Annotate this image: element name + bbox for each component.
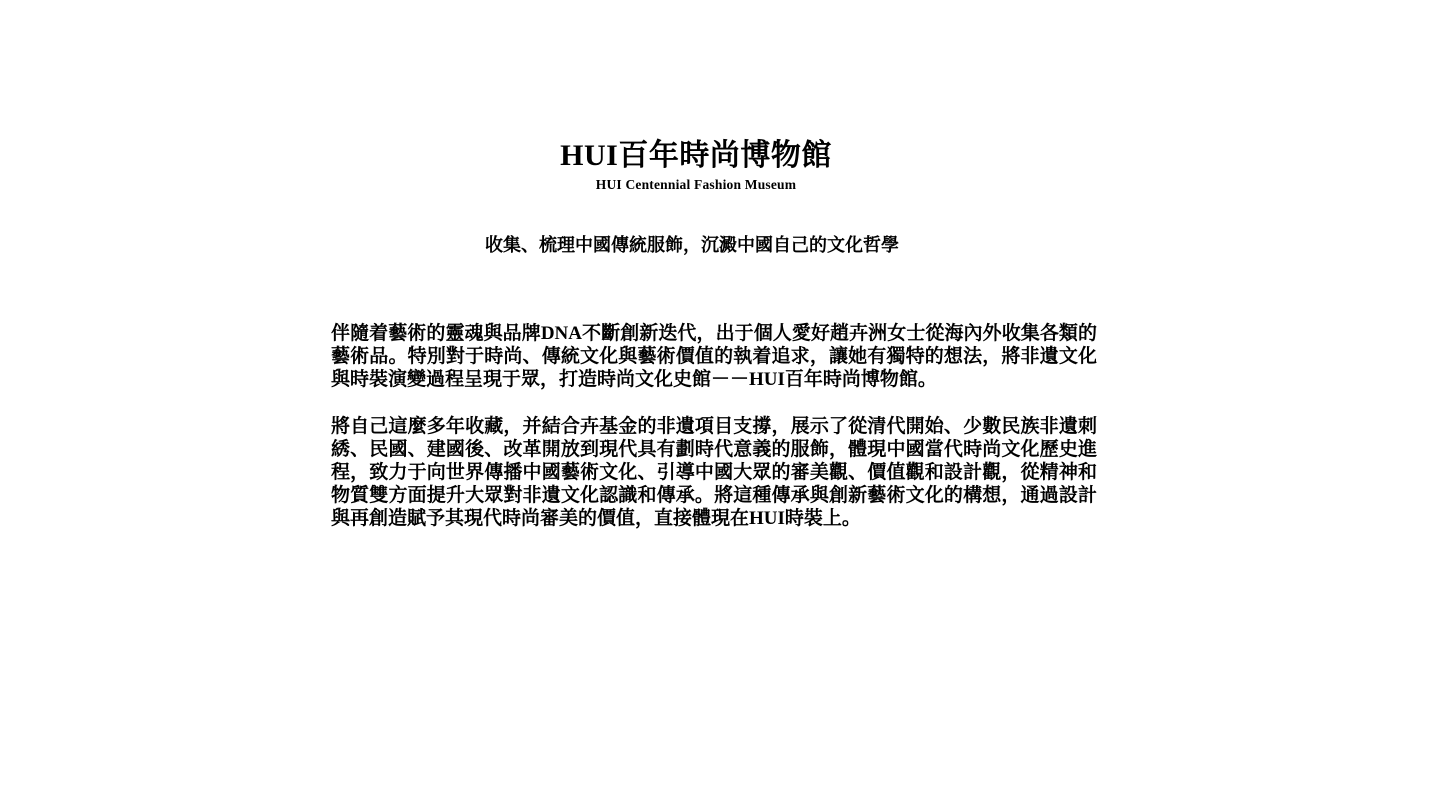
intro-paragraph-1: 伴隨着藝術的靈魂與品牌DNA不斷創新迭代，出于個人愛好趙卉洲女士從海內外收集各類的藝術品。特別對于時尚、傳統文化與藝術價值的執着追求，讓她有獨特的想法，將非遺文化與時裝演變過程呈現于眾，打造時尚文化史館－－HUI百年時尚博物館。	[331, 323, 1097, 390]
intro-paragraph-2: 將自己這麼多年收藏，并結合卉基金的非遺項目支撐，展示了從清代開始、少數民族非遺刺綉、民國、建國後、改革開放到現代具有劃時代意義的服飾，體現中國當代時尚文化歷史進程，致力于向世界傳播中國藝術文化、引導中國大眾的審美觀、價值觀和設計觀，從精神和物質雙方面提升大眾對非遺文化認識和傳承。將這種傳承與創新藝術文化的構想，通過設計與再創造賦予其現代時尚審美的價值，直接體現在HUI時裝上。	[331, 416, 1097, 529]
page-header	[331, 141, 1097, 192]
page-subtitle: HUI Centennial Fashion Museum	[595, 177, 797, 192]
page-title: HUI百年時尚博物館	[560, 139, 832, 172]
intro-text-section	[331, 322, 1097, 530]
tagline: 收集、梳理中國傳統服飾，沉澱中國自己的文化哲學	[485, 235, 899, 255]
museum-intro-page	[331, 0, 1097, 530]
